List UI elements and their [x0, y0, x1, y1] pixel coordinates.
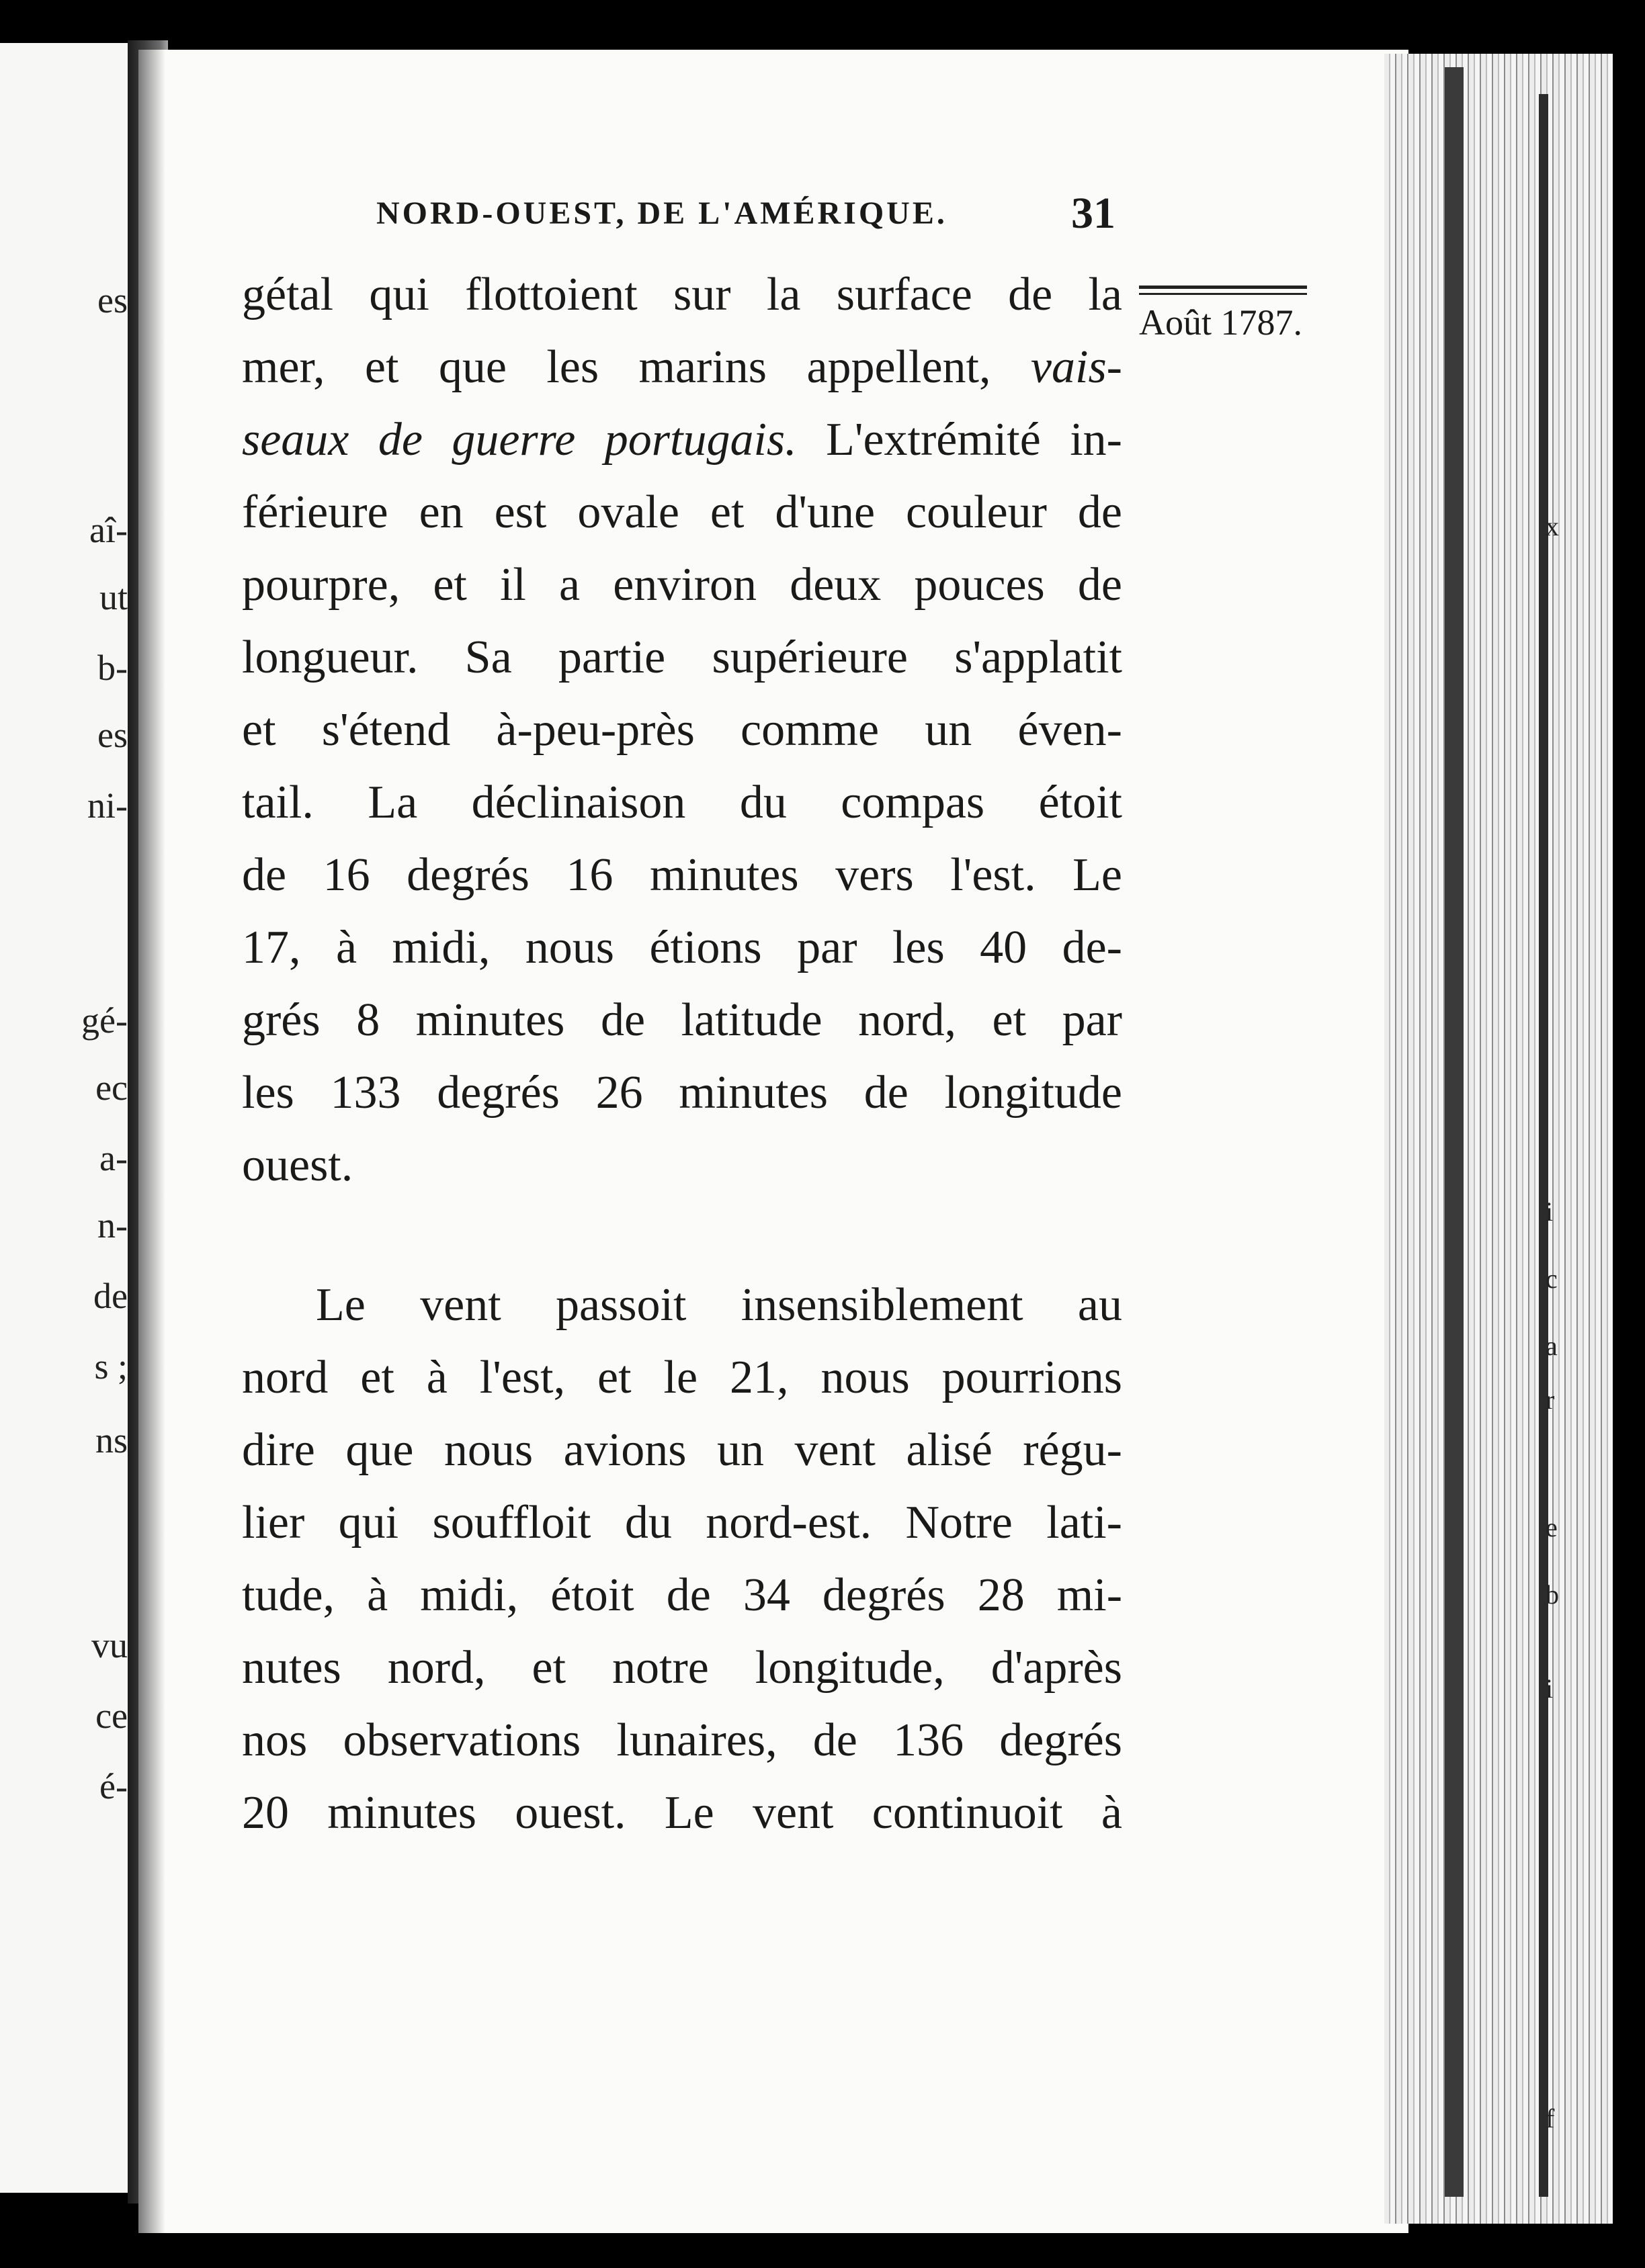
italic-phrase: vais-: [1030, 341, 1122, 393]
edge-fragment: a: [1546, 1331, 1558, 1361]
page-shadow: [138, 50, 165, 2233]
paragraph-gap: [242, 1202, 1122, 1269]
edge-fragment: i: [1546, 1673, 1554, 1704]
edge-fragment: e: [1546, 1512, 1558, 1542]
left-fragment: ce: [95, 1696, 128, 1736]
left-fragment: ns: [95, 1420, 128, 1460]
text-line: dire que nous avions un vent alisé régu-: [242, 1424, 1122, 1476]
edge-fragment: f: [1546, 2103, 1555, 2134]
text-line: nord et à l'est, et le 21, nous pourrions: [242, 1352, 1122, 1403]
text-line: 20 minutes ouest. Le vent continuoit à: [242, 1787, 1122, 1839]
margin-rule: [1139, 286, 1307, 289]
left-fragment: ni-: [87, 785, 128, 826]
text-line: pourpre, et il a environ deux pouces de: [242, 559, 1122, 611]
edge-fragment: r: [1546, 1385, 1555, 1415]
edge-fragment: c: [1546, 1264, 1558, 1294]
page-edge-shadow: [1445, 67, 1464, 2197]
text-line: Le vent passoit insensiblement au: [316, 1279, 1122, 1331]
edge-fragment: i: [1546, 1196, 1554, 1227]
left-fragment: é-: [99, 1766, 128, 1806]
text-line: gétal qui flottoient sur la surface de la: [242, 269, 1122, 320]
margin-date: Août 1787.: [1139, 302, 1302, 343]
text-line: 17, à midi, nous étions par les 40 de-: [242, 922, 1122, 973]
page-number: 31: [1071, 189, 1115, 238]
left-fragment: b-: [97, 648, 128, 688]
left-facing-page: [0, 43, 128, 2193]
text-line: tail. La déclinaison du compas étoit: [242, 777, 1122, 828]
left-fragment: n-: [97, 1205, 128, 1246]
left-fragment: aî-: [89, 510, 128, 550]
text-line: lier qui souffloit du nord-est. Notre lati-: [242, 1497, 1122, 1549]
running-head: NORD-OUEST, DE L'AMÉRIQUE.: [376, 195, 947, 231]
left-fragment: es: [97, 280, 128, 320]
left-fragment: s ;: [94, 1346, 128, 1387]
left-fragment: vu: [91, 1625, 128, 1665]
text-line: nutes nord, et notre longitude, d'après: [242, 1642, 1122, 1694]
margin-note: [1139, 286, 1314, 343]
left-fragment: ec: [95, 1067, 128, 1108]
text-line: tude, à midi, étoit de 34 degrés 28 mi-: [242, 1569, 1122, 1621]
text-line: férieure en est ovale et d'une couleur de: [242, 486, 1122, 538]
page-header: [376, 188, 1115, 249]
text-line: de 16 degrés 16 minutes vers l'est. Le: [242, 849, 1122, 901]
left-fragment: de: [93, 1276, 128, 1316]
edge-fragment: b: [1546, 1579, 1559, 1610]
text-line: ouest.: [242, 1139, 353, 1191]
edge-fragment: x: [1546, 511, 1559, 541]
left-fragment: gé-: [81, 1000, 128, 1041]
left-fragment: a-: [99, 1138, 128, 1178]
left-fragment: es: [97, 715, 128, 755]
text-line: grés 8 minutes de latitude nord, et par: [242, 994, 1122, 1046]
body-text: [242, 259, 1122, 1849]
text-line: les 133 degrés 26 minutes de longitude: [242, 1067, 1122, 1119]
text-line: seaux de guerre portugais. L'extrémité in-: [242, 414, 1122, 466]
edge-fragments: [1546, 134, 1606, 2150]
left-fragment: ut: [99, 577, 128, 617]
text-line: longueur. Sa partie supérieure s'applatit: [242, 631, 1122, 683]
italic-phrase: seaux de guerre portugais.: [242, 414, 797, 466]
margin-rule: [1139, 293, 1307, 295]
text-line: nos observations lunaires, de 136 degrés: [242, 1714, 1122, 1766]
text-line: mer, et que les marins appellent, vais-: [242, 341, 1122, 393]
text-line: et s'étend à-peu-près comme un éven-: [242, 704, 1122, 756]
